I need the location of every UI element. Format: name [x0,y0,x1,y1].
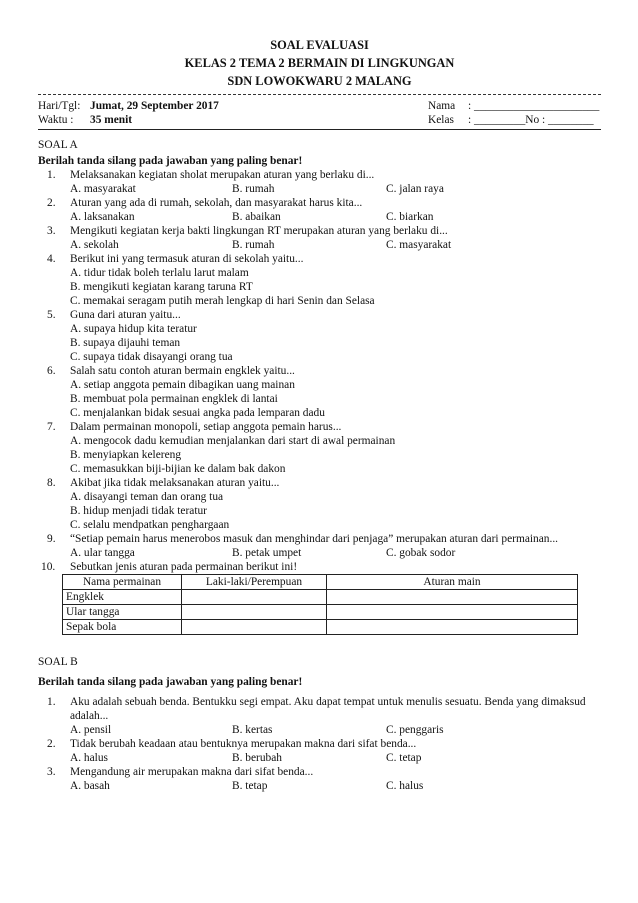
option-a[interactable]: A. ular tangga [70,547,135,559]
question-text: Mengikuti kegiatan kerja bakti lingkungan RT merupakan aturan yang berlaku di... [70,225,448,237]
soal-a-questions [38,168,601,574]
dashed-divider [38,94,601,95]
option-b[interactable]: B. rumah [232,239,275,251]
option-b[interactable]: B. kertas [232,724,273,736]
option-a[interactable]: A. laksanakan [70,211,135,223]
soal-a-heading: SOAL A [38,139,78,151]
question-a4 [38,252,601,308]
option-c[interactable]: C. masyarakat [386,239,452,251]
option-a[interactable]: A. supaya hidup kita teratur [70,323,197,335]
question-number: 1. [47,169,56,181]
option-b[interactable]: B. rumah [232,183,275,195]
question-text: Aku adalah sebuah benda. Bentukku segi empat. Aku dapat tempat untuk menulis sesuatu. Benda yang dimaksud adalah... [70,696,586,722]
game-name-cell: Sepak bola [63,620,182,635]
rule-cell[interactable] [327,590,578,605]
table-row [63,620,578,635]
question-a9 [38,532,601,560]
student-info [38,97,601,129]
question-a3 [38,224,601,252]
question-number: 3. [47,766,56,778]
option-c[interactable]: C. biarkan [386,211,434,223]
header-rule [38,129,601,130]
table-row [63,605,578,620]
question-number: 3. [47,225,56,237]
option-c[interactable]: C. menjalankan bidak sesuai angka pada lemparan dadu [70,407,325,419]
option-c[interactable]: C. tetap [386,752,422,764]
worksheet-page [38,36,601,793]
option-a[interactable]: A. pensil [70,724,112,736]
gender-cell[interactable] [182,620,327,635]
column-header: Laki-laki/Perempuan [182,575,327,590]
question-number: 1. [47,696,56,708]
option-a[interactable]: A. halus [70,752,108,764]
question-a7 [38,420,601,476]
question-text: Berikut ini yang termasuk aturan di sekolah yaitu... [70,253,304,265]
question-a8 [38,476,601,532]
question-text: Salah satu contoh aturan bermain engklek yaitu... [70,365,295,377]
option-b[interactable]: B. hidup menjadi tidak teratur [70,505,207,517]
game-name-cell: Ular tangga [63,605,182,620]
option-b[interactable]: B. mengikuti kegiatan karang taruna RT [70,281,253,293]
question-text: Mengandung air merupakan makna dari sifat benda... [70,766,314,778]
nama-field[interactable]: : ______________________ [468,100,600,112]
question-a1 [38,168,601,196]
table-row [63,590,578,605]
option-a[interactable]: A. tidur tidak boleh terlalu larut malam [70,267,249,279]
question-text: “Setiap pemain harus menerobos masuk dan menghindar dari penjaga” merupakan aturan dari permainan... [70,533,559,545]
question-number: 10. [41,561,56,573]
question-text: Aturan yang ada di rumah, sekolah, dan masyarakat harus kita... [70,197,363,209]
question-b1 [38,695,601,737]
kelas-label: Kelas [428,114,454,126]
question-number: 2. [47,197,56,209]
option-a[interactable]: A. masyarakat [70,183,136,195]
question-text: Akibat jika tidak melaksanakan aturan yaitu... [70,477,280,489]
option-a[interactable]: A. mengocok dadu kemudian menjalankan dari start di awal permainan [70,435,396,447]
rule-cell[interactable] [327,605,578,620]
title-line-2: KELAS 2 TEMA 2 BERMAIN DI LINGKUNGAN [184,56,455,70]
option-b[interactable]: B. berubah [232,752,282,764]
question-text: Dalam permainan monopoli, setiap anggota pemain harus... [70,421,342,433]
question-a2 [38,196,601,224]
rule-cell[interactable] [327,620,578,635]
option-c[interactable]: C. selalu mendpatkan penghargaan [70,519,230,531]
option-a[interactable]: A. basah [70,780,110,792]
option-c[interactable]: C. memakai seragam putih merah lengkap di hari Senin dan Selasa [70,295,375,307]
title-line-3: SDN LOWOKWARU 2 MALANG [227,74,412,88]
question-a6 [38,364,601,420]
soal-b-questions [38,695,601,793]
option-a[interactable]: A. sekolah [70,239,119,251]
question-number: 2. [47,738,56,750]
option-b[interactable]: B. tetap [232,780,268,792]
option-b[interactable]: B. abaikan [232,211,281,223]
option-c[interactable]: C. gobak sodor [386,547,456,559]
question-b2 [38,737,601,765]
column-header: Nama permainan [63,575,182,590]
column-header: Aturan main [327,575,578,590]
game-name-cell: Engklek [63,590,182,605]
question-b3 [38,765,601,793]
gender-cell[interactable] [182,590,327,605]
table-header-row [63,575,578,590]
option-c[interactable]: C. halus [386,780,424,792]
question-number: 7. [47,421,56,433]
nama-label: Nama [428,100,456,112]
question-text: Guna dari aturan yaitu... [70,309,181,321]
question-text: Melaksanakan kegiatan sholat merupakan aturan yang berlaku di... [70,169,375,181]
option-a[interactable]: A. setiap anggota pemain dibagikan uang mainan [70,379,295,391]
soal-a-instruction: Berilah tanda silang pada jawaban yang paling benar! [38,155,303,167]
kelas-field[interactable]: : _________No : ________ [468,114,594,126]
option-b[interactable]: B. membuat pola permainan engklek di lantai [70,393,278,405]
game-rules-table [62,574,578,635]
option-c[interactable]: C. memasukkan biji-bijian ke dalam bak dakon [70,463,286,475]
option-b[interactable]: B. supaya dijauhi teman [70,337,181,349]
question-a10 [38,560,601,574]
waktu-value: 35 menit [90,114,133,126]
question-number: 6. [47,365,56,377]
question-number: 8. [47,477,56,489]
question-number: 4. [47,253,56,265]
option-b[interactable]: B. menyiapkan kelereng [70,449,182,461]
question-a5 [38,308,601,364]
soal-b-heading: SOAL B [38,656,78,668]
waktu-label: Waktu : [38,114,74,126]
hari-label: Hari/Tgl: [38,100,81,112]
title-line-1: SOAL EVALUASI [270,38,369,52]
question-number: 9. [47,533,56,545]
option-c[interactable]: C. supaya tidak disayangi orang tua [70,351,233,363]
soal-b-instruction: Berilah tanda silang pada jawaban yang paling benar! [38,676,303,688]
option-c[interactable]: C. jalan raya [386,183,444,195]
option-a[interactable]: A. disayangi teman dan orang tua [70,491,224,503]
gender-cell[interactable] [182,605,327,620]
option-b[interactable]: B. petak umpet [232,547,302,559]
question-text: Sebutkan jenis aturan pada permainan berikut ini! [70,561,298,573]
question-number: 5. [47,309,56,321]
hari-value: Jumat, 29 September 2017 [90,100,219,112]
option-c[interactable]: C. penggaris [386,724,444,736]
question-text: Tidak berubah keadaan atau bentuknya merupakan makna dari sifat benda... [70,738,417,750]
